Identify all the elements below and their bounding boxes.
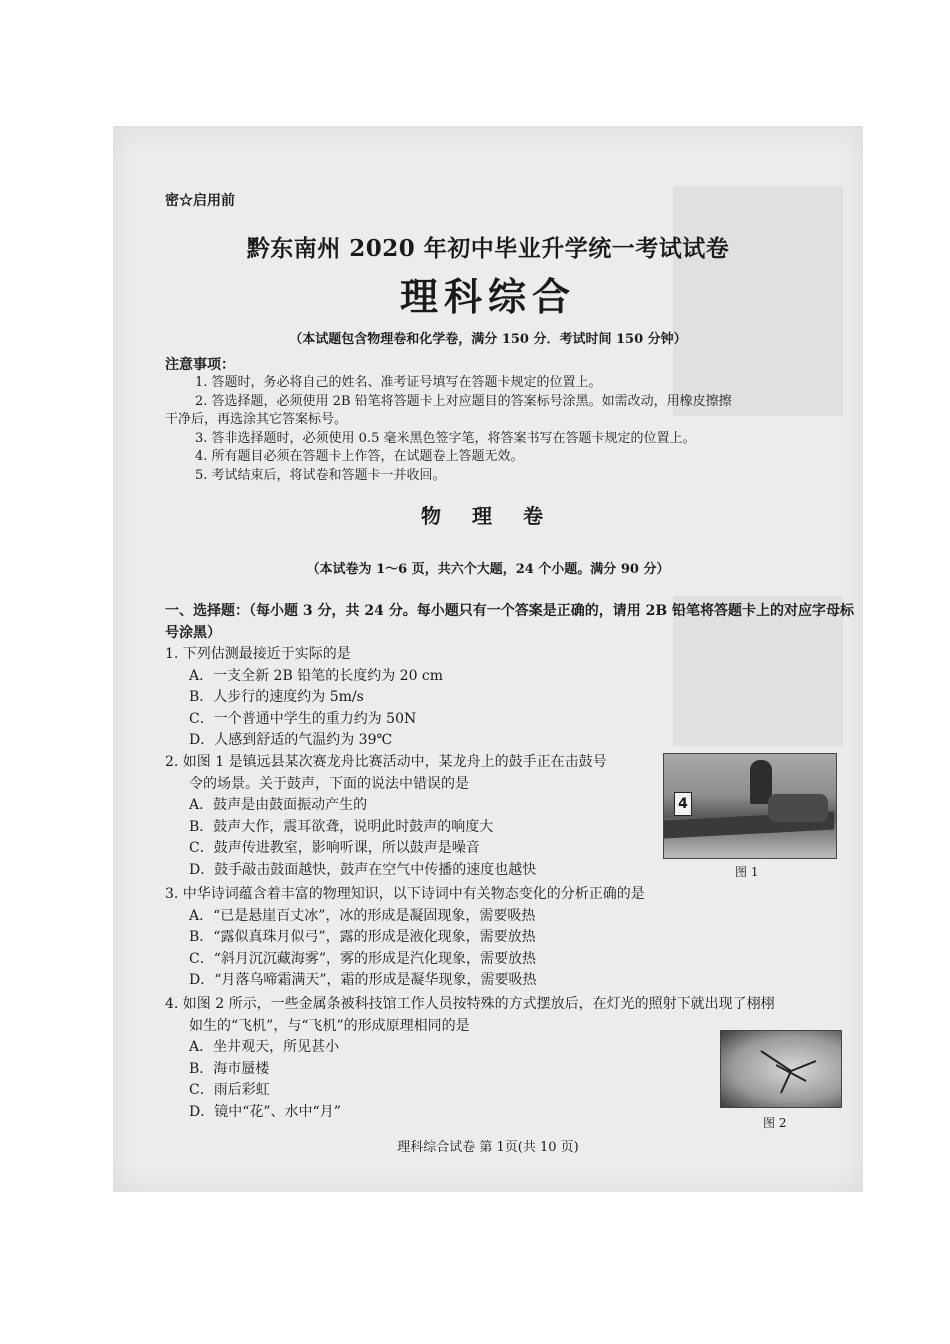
figure-1-dragon-boat-photo <box>663 753 837 859</box>
option-b: B．鼓声大作，震耳欲聋，说明此时鼓声的响度大 <box>189 818 494 835</box>
notice-item: 5. 考试结束后，将试卷和答题卡一并收回。 <box>195 467 446 483</box>
option-a: A．鼓声是由鼓面振动产生的 <box>189 797 368 813</box>
option-a: A．一支全新 2B 铅笔的长度约为 20 cm <box>189 667 444 684</box>
exam-title: 黔东南州 2020 年初中毕业升学统一考试试卷 <box>246 235 730 262</box>
boat-number-sign: 4 <box>674 792 692 816</box>
option-a: A．“已是悬崖百丈冰”，冰的形成是凝固现象，需要吸热 <box>189 907 536 924</box>
physics-info: （本试卷为 1～6 页，共六个大题，24 个小题。满分 90 分） <box>306 562 670 577</box>
notice-list <box>165 374 845 485</box>
airplane-shadow-icon <box>721 1031 841 1107</box>
figure-2-caption: 图 2 <box>763 1116 787 1130</box>
option-d: D．鼓手敲击鼓面越快，鼓声在空气中传播的速度也越快 <box>189 861 537 878</box>
exam-info: （本试题包含物理卷和化学卷，满分 150 分．考试时间 150 分钟） <box>289 332 687 347</box>
section-title: 一、选择题：（每小题 3 分，共 24 分。每小题只有一个答案是正确的，请用 2B 铅笔将答题卡上的对应字母标号涂黑） <box>165 603 855 641</box>
option-b: B．海市蜃楼 <box>189 1060 270 1077</box>
notice-item: 1. 答题时，务必将自己的姓名、准考证号填写在答题卡规定的位置上。 <box>195 375 602 390</box>
option-a: A．坐井观天，所见甚小 <box>189 1039 340 1055</box>
question-stem: 3. 中华诗词蕴含着丰富的物理知识，以下诗词中有关物态变化的分析正确的是 <box>165 886 645 902</box>
figure-2-airplane-shadow-photo <box>720 1030 842 1108</box>
physics-title: 物 理 卷 <box>421 504 555 528</box>
question-stem-continuation: 令的场景。关于鼓声，下面的说法中错误的是 <box>189 775 469 792</box>
question-stem: 1. 下列估测最接近于实际的是 <box>165 646 351 662</box>
option-b: B．人步行的速度约为 5m/s <box>189 689 364 705</box>
option-d: D．“月落乌啼霜满天”，霜的形成是凝华现象，需要吸热 <box>189 972 537 988</box>
scanned-page <box>113 126 863 1192</box>
notice-item: 3. 答非选择题时，必须使用 0.5 毫米黑色签字笔，将答案书写在答题卡规定的位置上。 <box>195 430 696 446</box>
option-c: C．雨后彩虹 <box>189 1082 270 1098</box>
question-stem: 4. 如图 2 所示，一些金属条被科技馆工作人员按特殊的方式摆放后，在灯光的照射下就出现了栩栩 <box>165 996 775 1012</box>
notice-item-continuation: 干净后，再选涂其它答案标号。 <box>165 412 348 427</box>
question-1 <box>165 644 443 752</box>
question-stem-continuation: 如生的“飞机”，与“飞机”的形成原理相同的是 <box>189 1017 470 1034</box>
option-c: C．鼓声传进教室，影响听课，所以鼓声是噪音 <box>189 840 480 856</box>
option-c: C．一个普通中学生的重力约为 50N <box>189 710 417 727</box>
option-c: C．“斜月沉沉藏海雾”，雾的形成是汽化现象，需要放热 <box>189 950 537 967</box>
notice-item: 4. 所有题目必须在答题卡上作答，在试题卷上答题无效。 <box>195 449 524 464</box>
question-3 <box>165 884 645 992</box>
question-4 <box>165 994 775 1123</box>
notice-title: 注意事项： <box>165 357 235 373</box>
option-d: D．镜中“花”、水中“月” <box>189 1103 341 1120</box>
subject-title: 理科综合 <box>399 274 576 319</box>
option-d: D．人感到舒适的气温约为 39℃ <box>189 732 393 748</box>
question-2 <box>165 752 607 881</box>
option-b: B．“露似真珠月似弓”，露的形成是液化现象，需要放热 <box>189 929 536 945</box>
figure-1-caption: 图 1 <box>735 865 759 879</box>
secret-mark: 密☆启用前 <box>165 193 235 209</box>
notice-item: 2. 答选择题，必须使用 2B 铅笔将答题卡上对应题目的答案标号涂黑。如需改动，用橡皮擦擦 <box>195 393 732 409</box>
question-stem: 2. 如图 1 是镇远县某次赛龙舟比赛活动中，某龙舟上的鼓手正在击鼓号 <box>165 754 607 770</box>
rowers-group <box>768 794 828 822</box>
page-footer: 理科综合试卷 第 1页(共 10 页) <box>397 1140 579 1155</box>
